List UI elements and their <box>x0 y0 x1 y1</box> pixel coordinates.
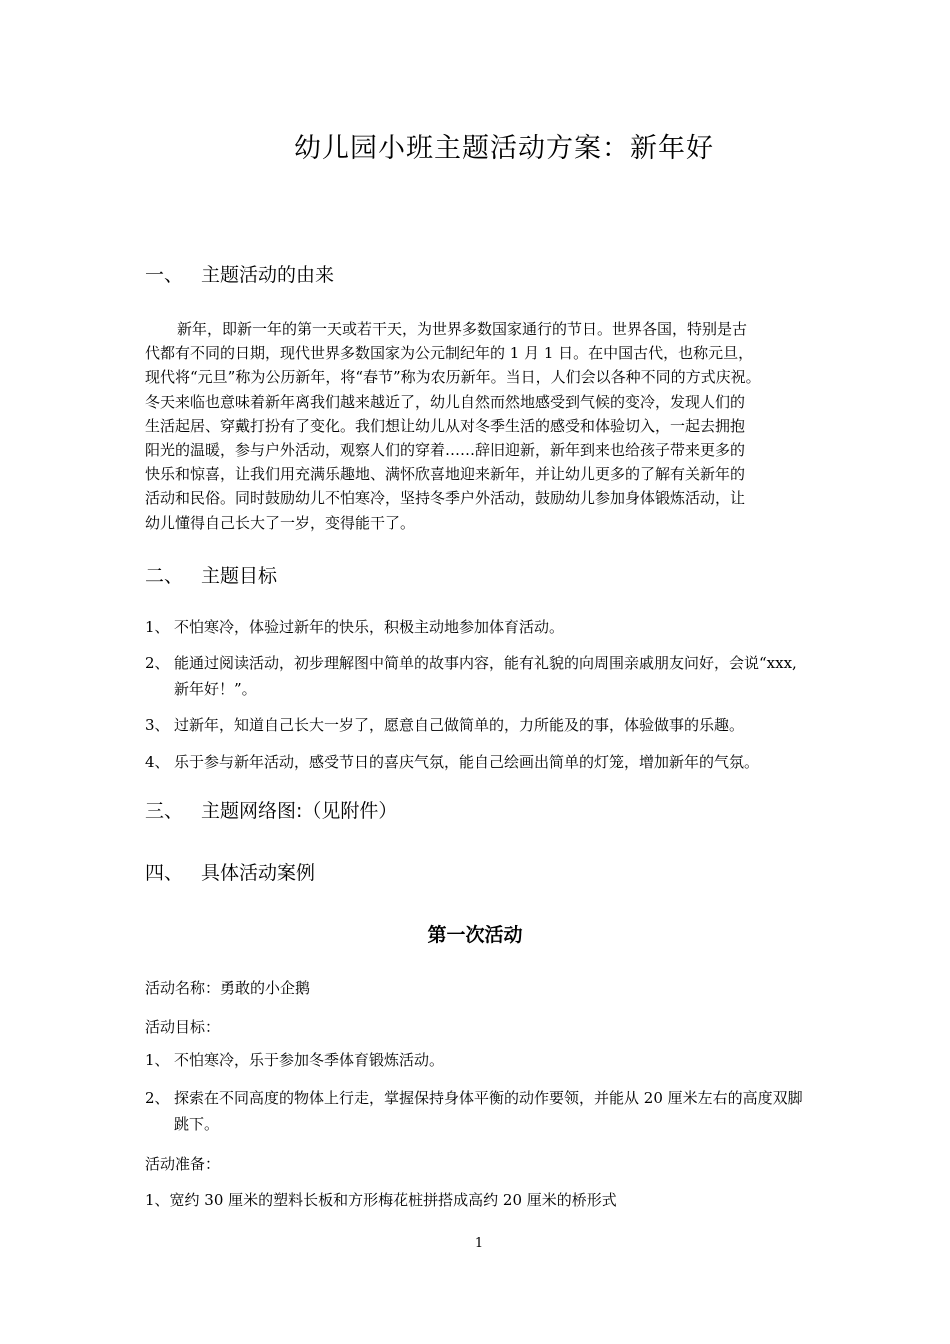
goal-item <box>145 650 809 702</box>
section-heading-network <box>145 796 397 823</box>
goal-text: 能通过阅读活动，初步理解图中简单的故事内容，能有礼貌的向周围亲戚朋友问好，会说“xxx,新年好！”。 <box>174 654 797 698</box>
goal-text: 过新年，知道自己长大一岁了，愿意自己做简单的，力所能及的事，体验做事的乐趣。 <box>174 716 745 734</box>
page-number: 1 <box>474 1236 484 1251</box>
section-heading-cases <box>145 858 315 885</box>
activity-goal-label: 活动目标： <box>145 1018 221 1036</box>
activity-prep-line: 1、宽约 30 厘米的塑料长板和方形梅花桩拼搭成高约 20 厘米的桥形式 <box>145 1191 617 1209</box>
section-number: 四、 <box>145 862 184 884</box>
goal-number: 2、 <box>145 1089 170 1107</box>
goal-text: 不怕寒冷，乐于参加冬季体育锻炼活动。 <box>174 1051 445 1069</box>
goal-number: 2、 <box>145 654 170 672</box>
section-heading-origin <box>145 260 334 287</box>
section-number: 三、 <box>145 800 184 822</box>
paragraph-line: 阳光的温暖，参与户外活动，观察人们的穿着……辞旧迎新，新年到来也给孩子带来更多的 <box>145 441 746 460</box>
origin-paragraph <box>145 317 809 535</box>
section-label: 主题网络图:（见附件） <box>201 800 398 822</box>
activity-goal-item <box>145 1047 809 1073</box>
paragraph-line: 快乐和惊喜，让我们用充满乐趣地、满怀欣喜地迎来新年，并让幼儿更多的了解有关新年的 <box>145 465 746 484</box>
paragraph-line: 活动和民俗。同时鼓励幼儿不怕寒冷，坚持冬季户外活动，鼓励幼儿参加身体锻炼活动，让 <box>145 489 746 508</box>
paragraph-line: 代都有不同的日期，现代世界多数国家为公元制纪年的 1 月 1 日。在中国古代，也称元旦， <box>145 344 754 363</box>
paragraph-line: 冬天来临也意味着新年离我们越来越近了，幼儿自然而然地感受到气候的变冷，发现人们的 <box>145 392 746 411</box>
activity-name: 活动名称：勇敢的小企鹅 <box>145 979 311 997</box>
goal-number: 1、 <box>145 618 170 636</box>
paragraph-line: 现代将“元旦”称为公历新年，将“春节”称为农历新年。当日，人们会以各种不同的方式庆祝。 <box>145 368 761 387</box>
paragraph-line: 生活起居、穿戴打扮有了变化。我们想让幼儿从对冬季生活的感受和体验切入，一起去拥抱 <box>145 416 746 435</box>
goal-number: 1、 <box>145 1051 170 1069</box>
goal-item <box>145 749 809 775</box>
activity-prep-label: 活动准备： <box>145 1155 221 1173</box>
paragraph-line: 新年，即新一年的第一天或若干天，为世界多数国家通行的节日。世界各国，特别是古 <box>177 320 748 338</box>
activity-goal-item <box>145 1085 809 1137</box>
section-heading-goals <box>145 561 277 588</box>
section-label: 具体活动案例 <box>201 862 316 884</box>
section-number: 一、 <box>145 264 184 286</box>
goal-item <box>145 712 809 738</box>
activity-title: 第一次活动 <box>427 924 523 946</box>
section-label: 主题活动的由来 <box>201 264 335 286</box>
section-number: 二、 <box>145 565 184 587</box>
goal-number: 3、 <box>145 716 170 734</box>
section-label: 主题目标 <box>201 565 278 587</box>
paragraph-line: 幼儿懂得自己长大了一岁，变得能干了。 <box>145 513 416 532</box>
goal-text: 不怕寒冷，体验过新年的快乐，积极主动地参加体育活动。 <box>174 618 565 636</box>
goal-text: 乐于参与新年活动，感受节日的喜庆气氛，能自己绘画出简单的灯笼，增加新年的气氛。 <box>174 753 760 771</box>
goal-item <box>145 614 809 640</box>
goal-text: 探索在不同高度的物体上行走，掌握保持身体平衡的动作要领，并能从 20 厘米左右的高度双脚跳下。 <box>174 1089 803 1133</box>
document-title: 幼儿园小班主题活动方案：新年好 <box>294 133 714 164</box>
goal-number: 4、 <box>145 753 170 771</box>
